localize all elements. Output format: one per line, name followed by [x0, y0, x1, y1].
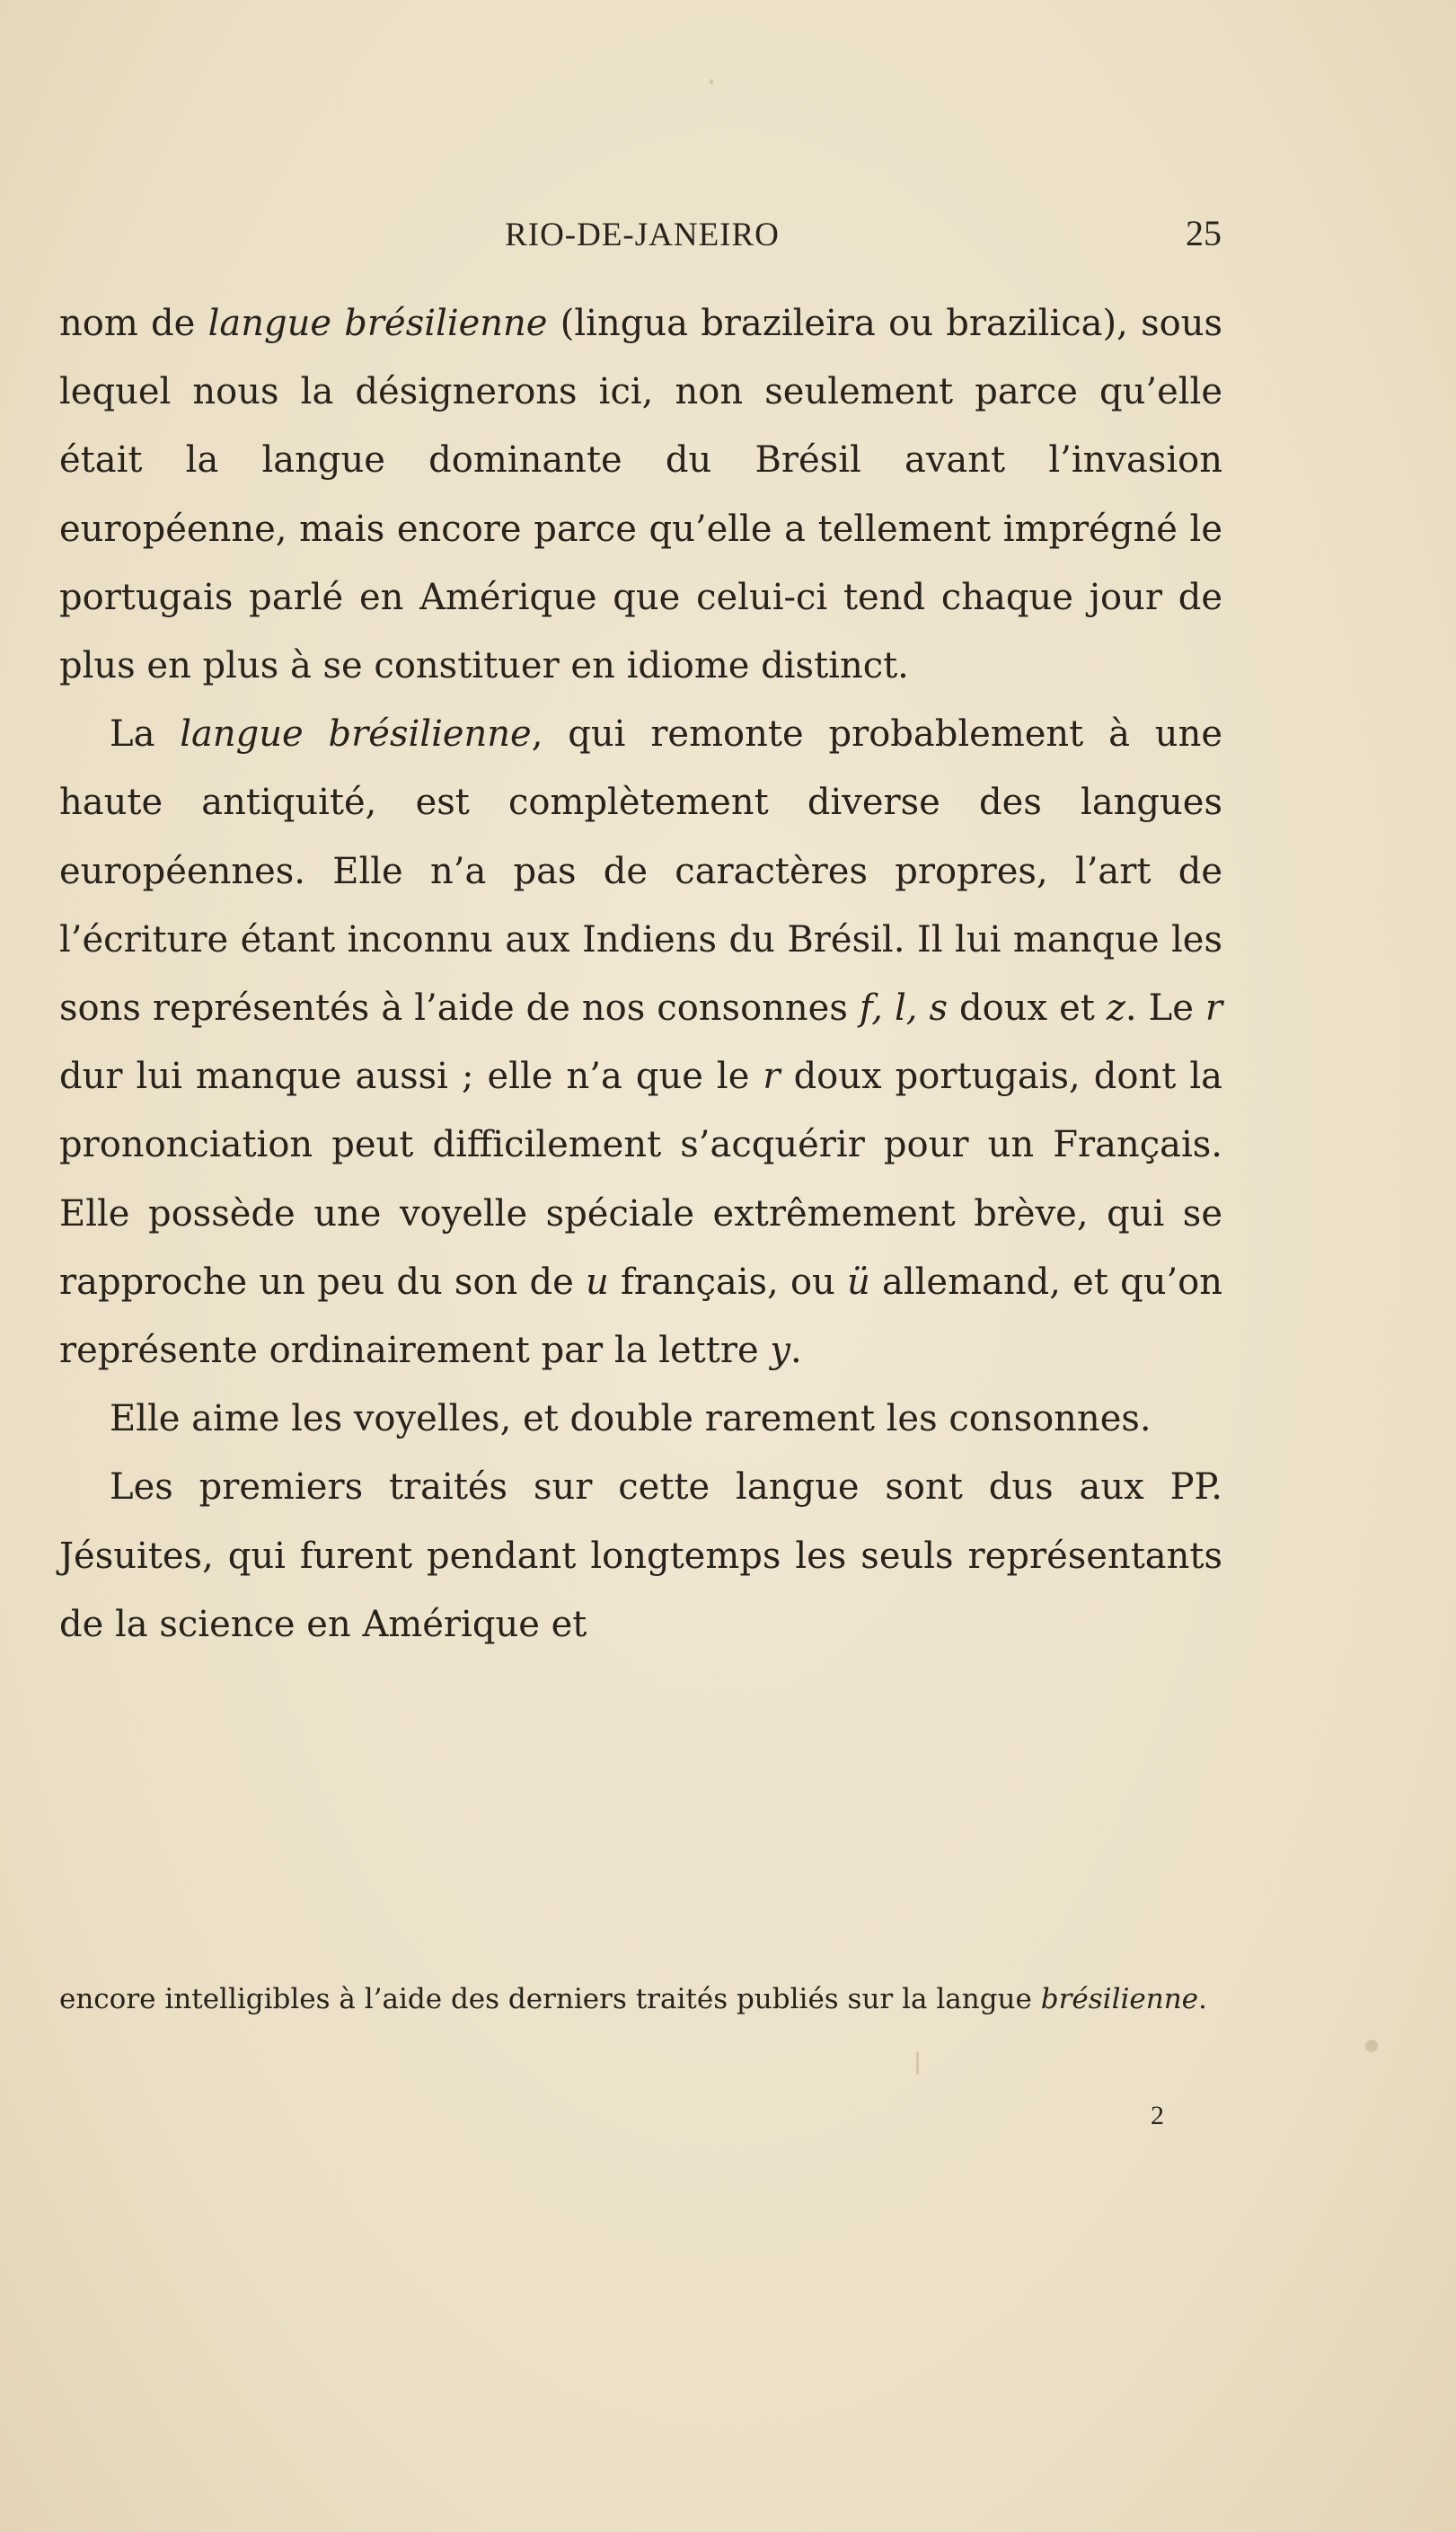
text-run: allemand, et qu’on représente ordinairement par la lettre: [59, 1261, 1223, 1372]
paper-speck: [710, 79, 713, 84]
italic-run: z: [1106, 987, 1125, 1030]
page-number: 25: [1186, 213, 1222, 253]
italic-run: u: [585, 1261, 609, 1303]
paragraph-4: Les premiers traités sur cette langue sont dus aux PP. Jésuites, qui furent pendant longtemps les seuls représentants de la science en Amérique et: [59, 1466, 1222, 1645]
paper-speck: [916, 2051, 919, 2075]
footnote-text: .: [1198, 1983, 1207, 2015]
text-run: .: [790, 1330, 802, 1372]
text-run: . Le: [1125, 987, 1205, 1030]
italic-run: r: [1205, 987, 1222, 1030]
footnote-text: encore intelligibles à l’aide des derniers traités publiés sur la langue: [59, 1983, 1041, 2015]
text-run: français, ou: [608, 1261, 848, 1303]
text-run: dur lui manque aussi ; elle n’a que le: [59, 1056, 763, 1098]
page-header: [63, 213, 1222, 261]
paper-speck: [1365, 2040, 1378, 2052]
italic-run: r: [763, 1056, 781, 1098]
footnote-italic: brésilienne: [1040, 1983, 1199, 2015]
signature-mark: 2: [1151, 2101, 1164, 2130]
italic-run: langue brésilienne: [180, 713, 532, 756]
paragraph-2: [59, 700, 1222, 1385]
italic-run: langue brésilienne: [207, 303, 548, 344]
text-run: La: [110, 713, 181, 756]
text-run: , qui remonte probablement à une haute antiquité, est complètement diverse des langues européennes. Elle n’a pas de caractères propres, l’art de l’écriture étant inconnu aux Indiens du Brésil. Il lui manque les sons représentés à l’aide de nos consonnes: [59, 713, 1223, 1030]
italic-run: f, l, s: [859, 987, 949, 1030]
paragraph-1: [59, 289, 1222, 700]
main-text: [59, 289, 1222, 1659]
footnote: [59, 1975, 1218, 2024]
italic-run: ü: [847, 1261, 870, 1303]
paragraph-3: Elle aime les voyelles, et double rarement les consonnes.: [110, 1398, 1152, 1440]
text-run: nom de: [59, 303, 208, 344]
running-title: RIO-DE-JANEIRO: [505, 217, 780, 253]
text-run: (lingua brazileira ou brazilica), sous lequel nous la désignerons ici, non seulement parce qu’elle était la langue dominante du Brésil avant l’invasion européenne, mais encore parce qu’elle a tellement imprégné le portugais parlé en Amérique que celui-ci tend chaque jour de plus en plus à se constituer en idiome distinct.: [59, 303, 1223, 687]
text-run: doux et: [948, 987, 1107, 1030]
italic-run: y: [770, 1330, 790, 1372]
text-run: doux portugais, dont la prononciation peut difficilement s’acquérir pour un Français. Elle possède une voyelle spéciale extrêmement brève, qui se rapproche un peu du son de: [59, 1056, 1222, 1303]
